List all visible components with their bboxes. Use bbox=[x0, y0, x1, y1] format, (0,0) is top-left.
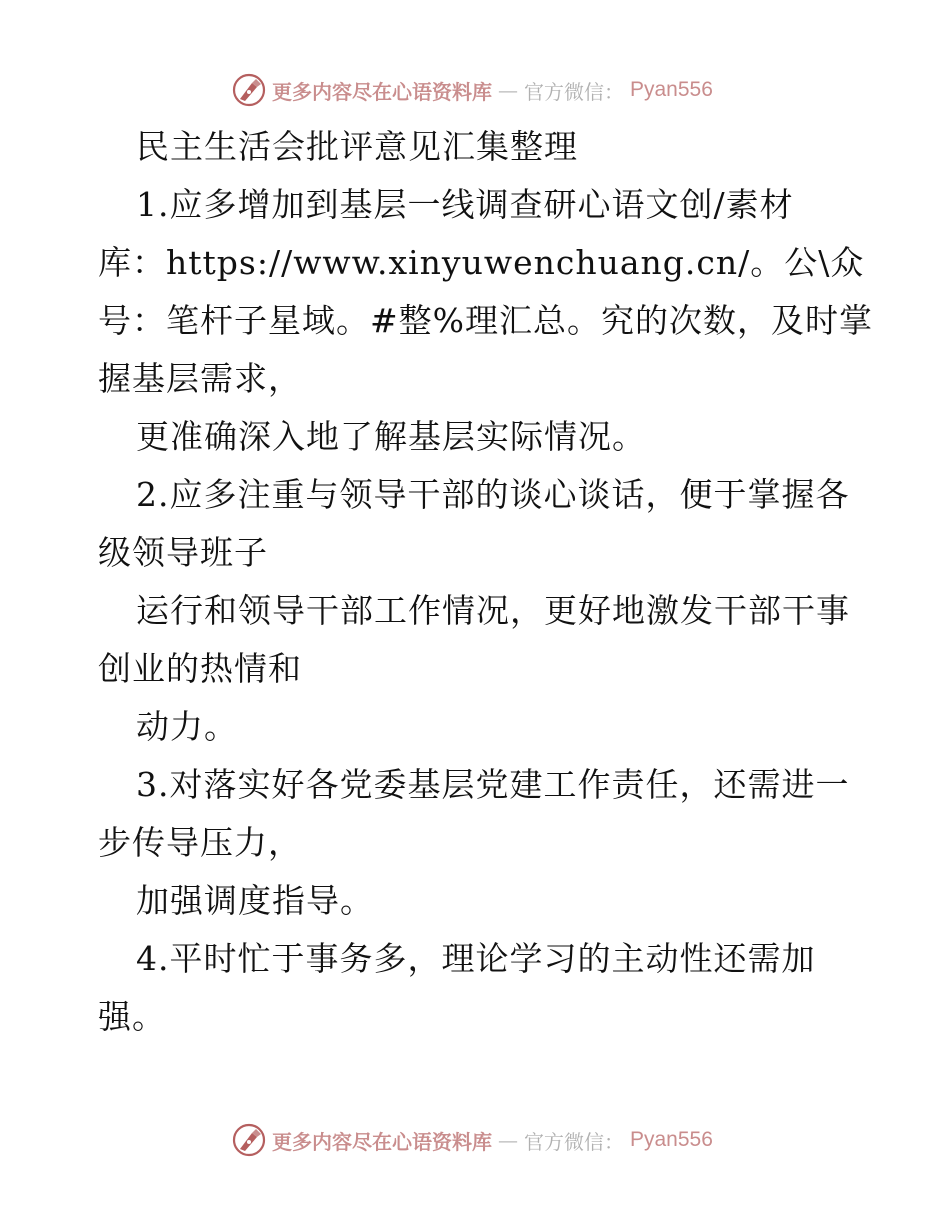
footer-brand bbox=[232, 1120, 752, 1160]
paragraph-line: 强。 bbox=[98, 997, 166, 1036]
paragraph-line: 创业的热情和 bbox=[98, 649, 302, 688]
paragraph-line: 3.对落实好各党委基层党建工作责任，还需进一 bbox=[136, 765, 850, 804]
paragraph-line: 4.平时忙于事务多，理论学习的主动性还需加 bbox=[136, 939, 816, 978]
paragraph-line: 动力。 bbox=[136, 707, 238, 746]
pen-nib-logo-icon bbox=[232, 1123, 266, 1157]
paragraph-line: 1.应多增加到基层一线调查研心语文创/素材 bbox=[136, 185, 794, 224]
paragraph-line: 步传导压力， bbox=[98, 823, 302, 862]
paragraph-line: 号：笔杆子星域。#整%理汇总。究的次数，及时掌 bbox=[98, 301, 874, 340]
paragraph-line: 库：https://www.xinyuwenchuang.cn/。公\众 bbox=[98, 243, 865, 282]
document-title: 民主生活会批评意见汇集整理 bbox=[136, 127, 578, 166]
wechat-id: Pyan556 bbox=[630, 1128, 713, 1151]
brand-separator: — bbox=[498, 78, 518, 102]
wechat-label: 官方微信： bbox=[524, 79, 624, 104]
paragraph-line: 级领导班子 bbox=[98, 533, 268, 572]
header-brand bbox=[232, 70, 752, 110]
paragraph-line: 2.应多注重与领导干部的谈心谈话，便于掌握各 bbox=[136, 475, 850, 514]
wechat-label: 官方微信： bbox=[524, 1129, 624, 1154]
brand-name: 更多内容尽在心语资料库 bbox=[272, 1129, 492, 1154]
brand-name: 更多内容尽在心语资料库 bbox=[272, 79, 492, 104]
paragraph-line: 加强调度指导。 bbox=[136, 881, 374, 920]
paragraph-line: 握基层需求， bbox=[98, 359, 302, 398]
paragraph-line: 更准确深入地了解基层实际情况。 bbox=[136, 417, 646, 456]
paragraph-line: 运行和领导干部工作情况，更好地激发干部干事 bbox=[136, 591, 850, 630]
brand-separator: — bbox=[498, 1128, 518, 1152]
pen-nib-logo-icon bbox=[232, 73, 266, 107]
wechat-id: Pyan556 bbox=[630, 78, 713, 101]
